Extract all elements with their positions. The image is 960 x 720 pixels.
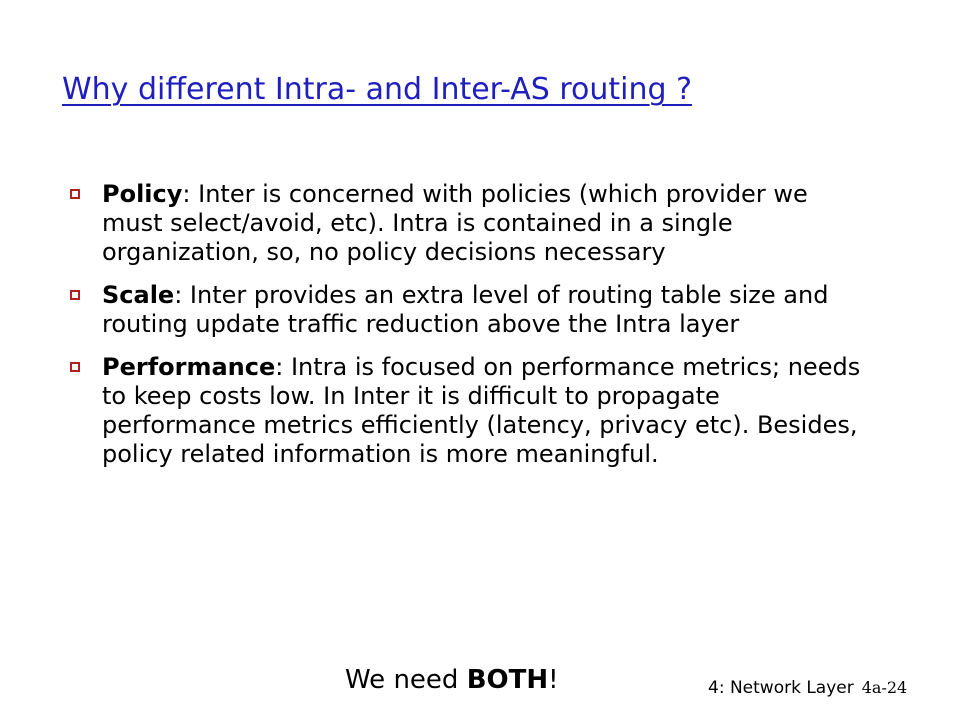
square-bullet-icon <box>70 189 80 199</box>
closing-prefix: We need <box>345 665 467 695</box>
bullet-text: : Intra is focused on performance metrics; needs to keep costs low. In Inter it is difficult to propagate performance metrics efficiently (latency, privacy etc). Besides, policy related information is more meaningful. <box>102 353 861 468</box>
bullet-performance <box>70 353 870 469</box>
bullet-list <box>70 180 870 483</box>
closing-emphasis: BOTH <box>466 665 549 695</box>
bullet-term: Policy <box>102 180 183 208</box>
closing-suffix: ! <box>548 665 559 695</box>
bullet-text: : Inter provides an extra level of routing table size and routing update traffic reduction above the Intra layer <box>102 281 829 338</box>
bullet-term: Scale <box>102 281 175 309</box>
footer-chapter: 4: Network Layer <box>708 678 854 698</box>
bullet-scale <box>70 281 870 339</box>
bullet-text: : Inter is concerned with policies (which provider we must select/avoid, etc). Intra is contained in a single organization, so, no policy decisions necessary <box>102 180 808 266</box>
bullet-term: Performance <box>102 353 276 381</box>
footer-page-number: 4a-24 <box>861 678 908 697</box>
slide-title: Why different Intra- and Inter-AS routing ? <box>62 72 693 107</box>
bullet-policy <box>70 180 870 267</box>
square-bullet-icon <box>70 362 80 372</box>
closing-statement <box>345 665 559 695</box>
slide-footer <box>708 678 907 698</box>
square-bullet-icon <box>70 290 80 300</box>
